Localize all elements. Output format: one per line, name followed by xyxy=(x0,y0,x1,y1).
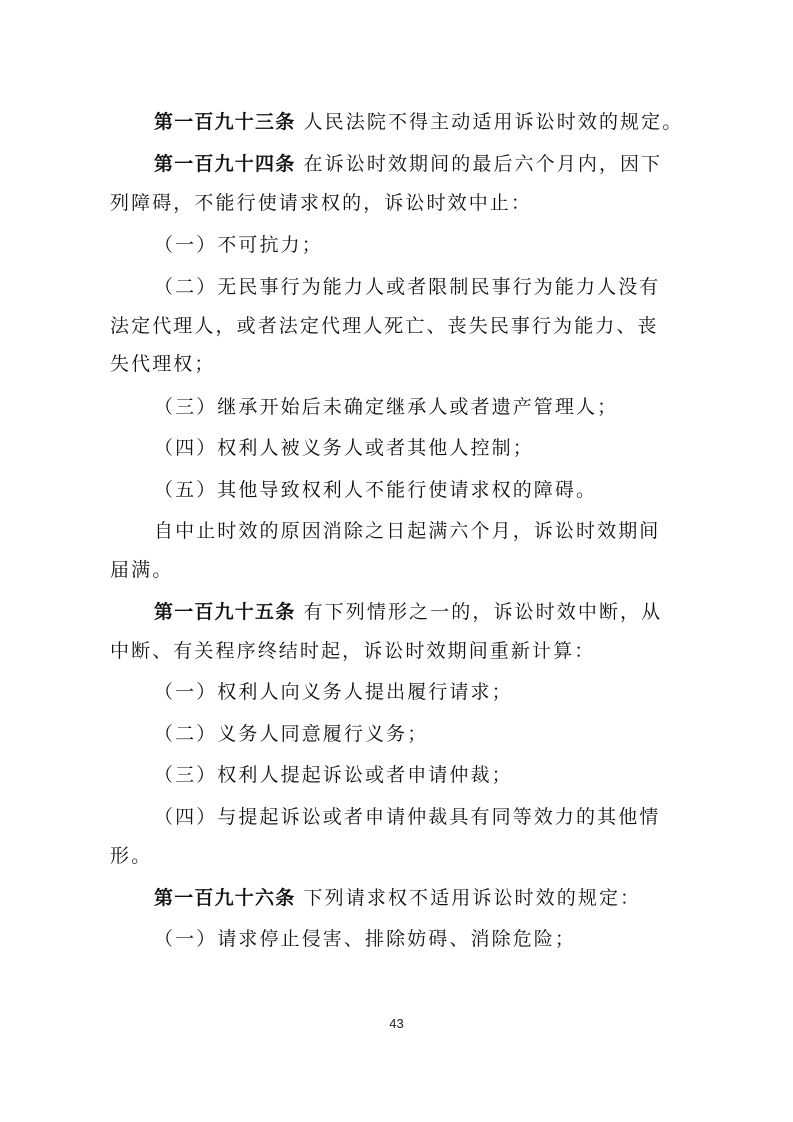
article-195-item-1: （一）权利人向义务人提出履行请求； xyxy=(154,681,513,703)
article-193-text: 人民法院不得主动适用诉讼时效的规定。 xyxy=(303,111,684,133)
article-195-line-1 xyxy=(154,598,662,626)
article-195-text-1: 有下列情形之一的，诉讼时效中断，从 xyxy=(303,601,663,623)
article-194-line-2: 列障碍，不能行使请求权的，诉讼时效中止： xyxy=(110,192,533,214)
article-194-item-2: （二）无民事行为能力人或者限制民事行为能力人没有 xyxy=(154,276,661,298)
article-194-item-4: （四）权利人被义务人或者其他人控制； xyxy=(154,437,534,459)
article-194-paragraph-line-1: 自中止时效的原因消除之日起满六个月，诉讼时效期间 xyxy=(154,520,661,542)
article-194-item-2-cont-1: 法定代理人，或者法定代理人死亡、丧失民事行为能力、丧 xyxy=(110,315,659,337)
article-196-item-1: （一）请求停止侵害、排除妨碍、消除危险； xyxy=(154,928,577,950)
article-195-item-4: （四）与提起诉讼或者申请仲裁具有同等效力的其他情 xyxy=(154,806,661,828)
article-195-label: 第一百九十五条 xyxy=(154,601,296,623)
article-196-label: 第一百九十六条 xyxy=(154,887,296,909)
article-196-text-1: 下列请求权不适用诉讼时效的规定： xyxy=(303,887,642,909)
article-193-label: 第一百九十三条 xyxy=(154,111,296,133)
article-193-line xyxy=(154,108,683,136)
article-195-item-4-cont: 形。 xyxy=(110,845,153,867)
article-194-label: 第一百九十四条 xyxy=(154,153,296,175)
article-194-paragraph-line-2: 届满。 xyxy=(110,559,174,581)
article-194-item-3: （三）继承开始后未确定继承人或者遗产管理人； xyxy=(154,396,619,418)
article-194-item-5: （五）其他导致权利人不能行使请求权的障碍。 xyxy=(154,479,598,501)
article-195-item-2: （二）义务人同意履行义务； xyxy=(154,723,429,745)
page-number: 43 xyxy=(389,1016,404,1031)
article-194-line-1 xyxy=(154,150,662,178)
article-196-line-1 xyxy=(154,884,641,912)
article-194-text-1: 在诉讼时效期间的最后六个月内，因下 xyxy=(303,153,663,175)
article-194-item-2-cont-2: 失代理权； xyxy=(110,353,216,375)
article-194-item-1: （一）不可抗力； xyxy=(154,234,323,256)
article-195-item-3: （三）权利人提起诉讼或者申请仲裁； xyxy=(154,764,513,786)
article-195-line-2: 中断、有关程序终结时起，诉讼时效期间重新计算： xyxy=(110,640,596,662)
